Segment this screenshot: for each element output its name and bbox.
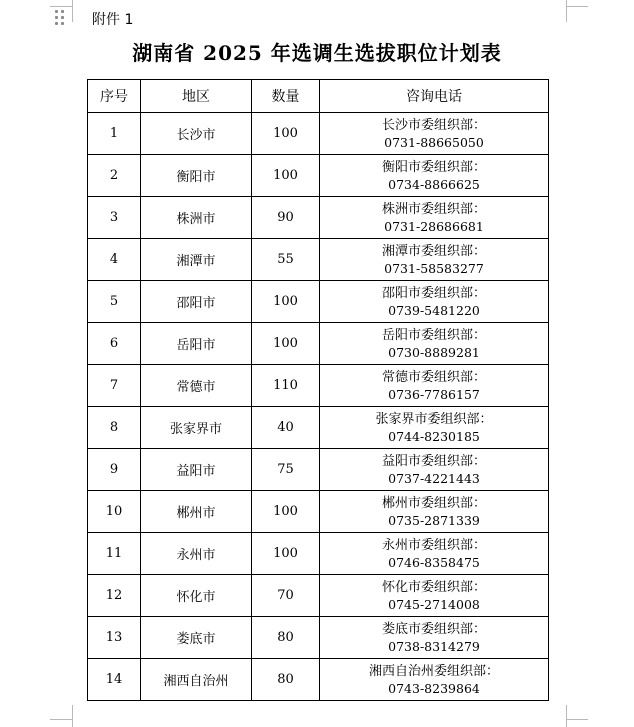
cell-region: 湘西自治州 (141, 659, 252, 701)
cell-seq: 5 (88, 281, 141, 323)
cell-phone (320, 365, 549, 407)
table-row (88, 197, 549, 239)
cell-phone (320, 449, 549, 491)
cell-region: 邵阳市 (141, 281, 252, 323)
cell-count: 80 (252, 617, 320, 659)
contact-department: 怀化市委组织部： (381, 579, 486, 595)
cell-seq: 11 (88, 533, 141, 575)
drag-handle-icon[interactable] (55, 10, 65, 26)
cell-region: 株洲市 (141, 197, 252, 239)
contact-phone-number: 0734-8866625 (388, 176, 480, 192)
cell-seq: 8 (88, 407, 141, 449)
table-body (88, 113, 549, 701)
contact-phone-number: 0736-7786157 (388, 386, 480, 402)
contact-phone-number: 0746-8358475 (388, 554, 480, 570)
contact-phone-number: 0735-2871339 (388, 512, 480, 528)
table-row (88, 239, 549, 281)
cell-phone (320, 281, 549, 323)
contact-department: 张家界市委组织部： (375, 411, 493, 427)
cell-count: 55 (252, 239, 320, 281)
table-row (88, 617, 549, 659)
document-title: 湖南省 2025 年选调生选拔职位计划表 (132, 41, 502, 65)
cell-count: 100 (252, 491, 320, 533)
cell-region: 永州市 (141, 533, 252, 575)
contact-department: 衡阳市委组织部： (381, 159, 486, 175)
cell-count: 80 (252, 659, 320, 701)
cell-region: 郴州市 (141, 491, 252, 533)
cell-count: 100 (252, 155, 320, 197)
table-row (88, 533, 549, 575)
table-row (88, 155, 549, 197)
contact-department: 湘西自治州委组织部： (368, 663, 499, 679)
contact-phone-number: 0745-2714008 (388, 596, 480, 612)
cell-seq: 12 (88, 575, 141, 617)
cell-phone (320, 533, 549, 575)
cell-count: 100 (252, 533, 320, 575)
cell-seq: 6 (88, 323, 141, 365)
contact-phone-number: 0738-8314279 (388, 638, 480, 654)
header-region: 地区 (141, 80, 252, 113)
contact-phone-number: 0731-88665050 (384, 134, 484, 150)
contact-department: 株洲市委组织部： (381, 201, 486, 217)
plan-table (87, 79, 549, 701)
contact-department: 邵阳市委组织部： (381, 285, 486, 301)
crop-mark-bottom-right-h (566, 719, 588, 720)
header-phone: 咨询电话 (320, 80, 549, 113)
table-row (88, 365, 549, 407)
contact-phone-number: 0730-8889281 (388, 344, 480, 360)
crop-mark-top-left-h (50, 6, 72, 7)
contact-department: 常德市委组织部： (381, 369, 486, 385)
cell-count: 100 (252, 113, 320, 155)
cell-region: 娄底市 (141, 617, 252, 659)
crop-mark-bottom-left-h (50, 719, 72, 720)
cell-seq: 13 (88, 617, 141, 659)
contact-department: 长沙市委组织部： (381, 117, 486, 133)
cell-seq: 3 (88, 197, 141, 239)
cell-phone (320, 407, 549, 449)
cell-region: 常德市 (141, 365, 252, 407)
crop-mark-top-right-h (566, 6, 588, 7)
contact-department: 岳阳市委组织部： (381, 327, 486, 343)
cell-phone (320, 617, 549, 659)
cell-region: 怀化市 (141, 575, 252, 617)
contact-department: 永州市委组织部： (381, 537, 486, 553)
table-row (88, 659, 549, 701)
cell-count: 75 (252, 449, 320, 491)
cell-count: 90 (252, 197, 320, 239)
header-count: 数量 (252, 80, 320, 113)
contact-department: 益阳市委组织部： (381, 453, 486, 469)
cell-phone (320, 155, 549, 197)
contact-department: 湘潭市委组织部： (381, 243, 486, 259)
contact-phone-number: 0731-58583277 (384, 260, 484, 276)
cell-region: 益阳市 (141, 449, 252, 491)
table-row (88, 323, 549, 365)
header-seq: 序号 (88, 80, 141, 113)
contact-phone-number: 0743-8239864 (388, 680, 480, 696)
cell-phone (320, 575, 549, 617)
table-row (88, 491, 549, 533)
contact-phone-number: 0737-4221443 (388, 470, 480, 486)
contact-phone-number: 0739-5481220 (388, 302, 480, 318)
cell-seq: 4 (88, 239, 141, 281)
cell-seq: 9 (88, 449, 141, 491)
table-row (88, 113, 549, 155)
crop-mark-top-right-v (566, 0, 567, 22)
cell-region: 湘潭市 (141, 239, 252, 281)
cell-seq: 2 (88, 155, 141, 197)
contact-phone-number: 0744-8230185 (388, 428, 480, 444)
cell-phone (320, 113, 549, 155)
cell-region: 衡阳市 (141, 155, 252, 197)
table-row (88, 407, 549, 449)
cell-region: 长沙市 (141, 113, 252, 155)
cell-count: 100 (252, 323, 320, 365)
cell-phone (320, 197, 549, 239)
cell-phone (320, 491, 549, 533)
cell-phone (320, 323, 549, 365)
cell-seq: 10 (88, 491, 141, 533)
cell-seq: 14 (88, 659, 141, 701)
cell-region: 张家界市 (141, 407, 252, 449)
contact-phone-number: 0731-28686681 (384, 218, 484, 234)
cell-count: 100 (252, 281, 320, 323)
table-header-row (88, 80, 549, 113)
crop-mark-top-left-v (72, 0, 73, 22)
attachment-label: 附件 1 (92, 12, 134, 28)
cell-phone (320, 659, 549, 701)
cell-phone (320, 239, 549, 281)
contact-department: 娄底市委组织部： (381, 621, 486, 637)
cell-region: 岳阳市 (141, 323, 252, 365)
cell-seq: 1 (88, 113, 141, 155)
table-row (88, 449, 549, 491)
cell-count: 70 (252, 575, 320, 617)
table-row (88, 281, 549, 323)
cell-seq: 7 (88, 365, 141, 407)
table-row (88, 575, 549, 617)
cell-count: 40 (252, 407, 320, 449)
cell-count: 110 (252, 365, 320, 407)
contact-department: 郴州市委组织部： (381, 495, 486, 511)
